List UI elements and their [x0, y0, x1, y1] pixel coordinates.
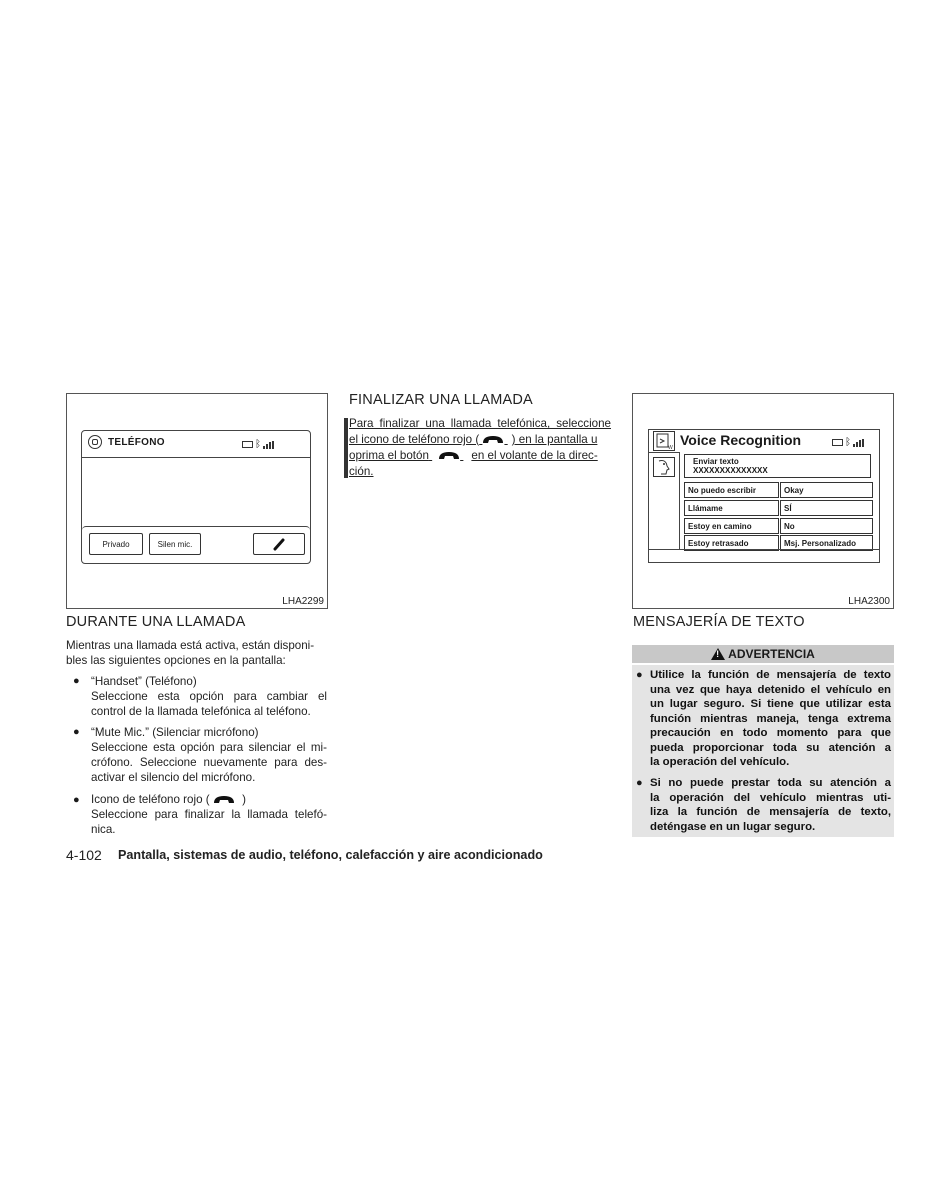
option-red-phone-title: [91, 793, 246, 808]
section-heading-end-call: FINALIZAR UNA LLAMADA: [349, 392, 533, 408]
intro-line-1: Mientras una llamada está activa, están disponi-: [66, 639, 315, 652]
end-call-line-3: [349, 449, 611, 464]
warning-1-line-6: pueda proporcionar toda su atención a: [650, 742, 891, 754]
chapter-title: Pantalla, sistemas de audio, teléfono, calefacción y aire acondicionado: [118, 848, 543, 862]
phone-header: [82, 431, 310, 458]
message-option-button[interactable]: Llámame: [684, 500, 779, 516]
figure-code: LHA2300: [848, 596, 890, 607]
mute-mic-button[interactable]: Silen mic.: [149, 533, 201, 555]
battery-icon: [832, 439, 843, 446]
vr-footer-divider: [649, 549, 879, 550]
end-call-line-2b: ) en la pantalla u: [511, 433, 598, 446]
send-text-label: Enviar texto: [693, 457, 739, 466]
message-option-button[interactable]: SÍ: [780, 500, 873, 516]
section-heading-text-messaging: MENSAJERÍA DE TEXTO: [633, 614, 805, 630]
bluetooth-icon: ᛒ: [255, 439, 261, 450]
private-button[interactable]: Privado: [89, 533, 143, 555]
signal-icon: [853, 439, 864, 447]
status-icons: [242, 439, 274, 450]
option-red-phone-close: ): [242, 793, 246, 806]
warning-1-line-4: función mientras maneja, tenga extrema: [650, 713, 891, 725]
end-call-line-4: ción.: [349, 465, 374, 478]
option-red-phone-desc-1: Seleccione para finalizar la llamada telefó-: [91, 808, 327, 821]
revision-bar: [344, 418, 348, 478]
send-text-box[interactable]: [684, 454, 871, 478]
bluetooth-icon: ᛒ: [845, 437, 851, 448]
voice-recognition-figure: [632, 393, 894, 609]
warning-1-line-5: precaución en todo momento para que: [650, 727, 891, 739]
warning-2-line-1: Si no puede prestar toda su atención a: [650, 777, 891, 789]
warning-title: ADVERTENCIA: [728, 647, 815, 661]
bullet-dot: ●: [73, 794, 80, 806]
handset-icon: [272, 537, 286, 551]
voice-recognition-display: [648, 429, 880, 563]
battery-icon: [242, 441, 253, 448]
end-call-button[interactable]: [253, 533, 305, 555]
warning-1-line-7: la operación del vehículo.: [650, 756, 790, 768]
bullet-dot: ●: [73, 726, 80, 738]
option-mute-desc-1: Seleccione esta opción para silenciar el mi-: [91, 741, 327, 754]
option-handset-desc-1: Seleccione esta opción para cambiar el: [91, 690, 327, 703]
warning-1-line-3: un lugar seguro. Si tiene que utilizar esta: [650, 698, 891, 710]
status-icons: [832, 437, 864, 448]
end-call-line-3b: en el volante de la direc-: [471, 449, 598, 462]
warning-1-line-2: una vez que haya detenido el vehículo en: [650, 684, 891, 696]
option-red-phone-text: Icono de teléfono rojo (: [91, 793, 210, 806]
option-mute-desc-3: activar el silencio del micrófono.: [91, 771, 256, 784]
page-number: 4-102: [66, 847, 102, 863]
intro-line-2: bles las siguientes opciones en la pantalla:: [66, 654, 286, 667]
red-phone-icon: [213, 795, 235, 805]
option-mute-title: “Mute Mic.” (Silenciar micrófono): [91, 726, 259, 739]
signal-icon: [263, 441, 274, 449]
svg-text:W: W: [668, 445, 673, 450]
warning-2-line-4: deténgase en un lugar seguro.: [650, 821, 816, 833]
option-mute-desc-2: crófono. Seleccione nuevamente para des-: [91, 756, 327, 769]
phone-screen-title: TELÉFONO: [108, 437, 165, 448]
warning-header: [632, 645, 894, 663]
end-call-line-3a: oprima el botón: [349, 449, 429, 462]
phone-display: [81, 430, 311, 564]
vr-side-panel: [649, 452, 680, 550]
option-handset-desc-2: control de la llamada telefónica al teléfono.: [91, 705, 311, 718]
red-phone-icon: [482, 435, 504, 445]
message-option-button[interactable]: No puedo escribir: [684, 482, 779, 498]
warning-2-line-3: liza la función de mensajería de texto,: [650, 806, 891, 818]
speaking-head-icon: [653, 457, 675, 477]
end-call-line-2: [349, 433, 611, 448]
end-call-line-2a: el icono de teléfono rojo (: [349, 433, 480, 446]
message-option-button[interactable]: No: [780, 518, 873, 534]
send-text-value: XXXXXXXXXXXXXX: [693, 466, 768, 475]
message-option-button[interactable]: Estoy en camino: [684, 518, 779, 534]
option-red-phone-desc-2: nica.: [91, 823, 116, 836]
steering-phone-button-icon: [438, 451, 460, 461]
figure-code: LHA2299: [282, 596, 324, 607]
phone-app-icon: [88, 435, 102, 449]
voice-recognition-icon: [653, 431, 675, 451]
vr-header: [649, 430, 879, 452]
section-heading-during-call: DURANTE UNA LLAMADA: [66, 614, 246, 630]
bullet-dot: ●: [636, 777, 643, 789]
option-handset-title: “Handset” (Teléfono): [91, 675, 197, 688]
warning-triangle-icon: [711, 648, 725, 660]
bullet-dot: ●: [636, 669, 643, 681]
end-call-line-1: Para finalizar una llamada telefónica, seleccione: [349, 417, 611, 430]
bullet-dot: ●: [73, 675, 80, 687]
warning-1-line-1: Utilice la función de mensajería de texto: [650, 669, 891, 681]
message-option-button[interactable]: Estoy retrasado: [684, 535, 779, 551]
phone-screen-figure: [66, 393, 328, 609]
vr-title: Voice Recognition: [680, 432, 802, 448]
message-option-button[interactable]: Msj. Personalizado: [780, 535, 873, 551]
call-controls-bar: [82, 526, 310, 563]
message-option-button[interactable]: Okay: [780, 482, 873, 498]
warning-2-line-2: la operación del vehículo mientras uti-: [650, 792, 891, 804]
